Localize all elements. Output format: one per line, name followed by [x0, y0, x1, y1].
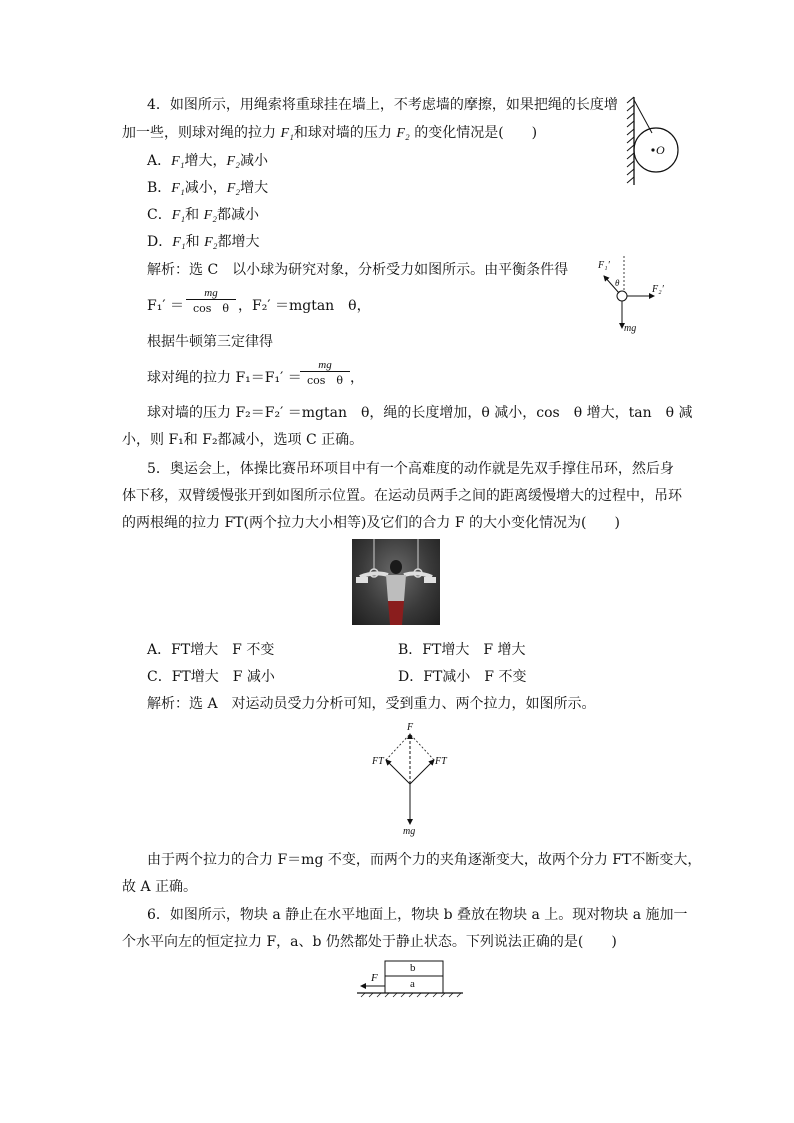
wall-hatch [627, 97, 634, 185]
option-text: 都增大 [217, 234, 260, 250]
ft-right-arrow [410, 760, 434, 784]
option-text: 和 [185, 234, 205, 250]
q5-f-label: F [407, 722, 414, 733]
f1-symbol: F₁ [171, 181, 185, 196]
q4-option-d [147, 232, 260, 253]
q5-ft-left-label: FT [372, 756, 384, 767]
q4-stem-text-c: 的变化情况是( ) [409, 125, 538, 141]
f2-symbol: F₂ [204, 235, 218, 250]
q4-wall-ball-figure [624, 95, 684, 187]
q5-option-b: B．FT增大 F 增大 [398, 642, 526, 658]
force-f-label: F [371, 972, 378, 984]
fraction-denominator: cos θ [306, 374, 344, 387]
q4-solution-line1: 解析：选 C 以小球为研究对象，分析受力如图所示。由平衡条件得 [147, 262, 569, 278]
fraction-denominator: cos θ [192, 302, 230, 315]
block-a-label: a [410, 978, 415, 990]
option-text: 减小 [239, 153, 268, 169]
q5-option-a: A．FT增大 F 不变 [147, 642, 275, 658]
option-text: 都减小 [217, 207, 260, 223]
q4-f2-symbol: F₂ [396, 126, 410, 141]
parallelogram-left [386, 734, 410, 760]
gymnast-silhouette [352, 539, 440, 625]
q4-fraction-1 [186, 287, 236, 316]
q6-stem-line1: 6．如图所示，物块 a 静止在水平地面上，物块 b 叠放在物块 a 上。现对物块 a 施加一 [147, 907, 688, 923]
option-label: A． [147, 153, 172, 169]
f2-symbol: F₂ [203, 208, 218, 223]
q5-solution-line2: 由于两个拉力的合力 F＝mg 不变，而两个力的夹角逐渐变大，故两个分力 FT不断变大， [147, 852, 702, 868]
q5-stem-line2: 体下移，双臂缓慢张开到如图所示位置。在运动员两手之间的距离缓慢增大的过程中，吊环 [122, 488, 682, 504]
q5-solution-line1: 解析：选 A 对运动员受力分析可知，受到重力、两个拉力，如图所示。 [147, 696, 596, 712]
q4-fraction-2 [300, 359, 350, 388]
q4-option-c [147, 205, 259, 226]
fraction-numerator: mg [186, 287, 236, 300]
fraction-numerator: mg [300, 359, 350, 372]
q6-stem-line2: 个水平向左的恒定拉力 F，a、b 仍然都处于静止状态。下列说法正确的是( ) [122, 934, 617, 950]
fbd-mg-label: mg [624, 323, 637, 334]
option-label: D． [147, 234, 173, 250]
q5-option-c: C．FT增大 F 减小 [147, 669, 275, 685]
q5-mg-label: mg [403, 826, 416, 837]
option-text: 和 [185, 207, 204, 223]
gymnast-photo [352, 539, 440, 625]
q4-option-b [147, 178, 268, 199]
q4-stem-text-b: 和球对墙的压力 [293, 125, 397, 141]
option-text: 增大 [240, 180, 269, 196]
q4-f2-prime-eq: ，F₂′ ＝mgtan θ， [238, 298, 371, 314]
f1-symbol: F₁ [171, 154, 185, 169]
fbd-f1-label: F₁′ [598, 260, 610, 271]
q4-option-a [147, 151, 268, 172]
f1-symbol: F₁ [171, 208, 186, 223]
ball-center-dot [651, 148, 654, 151]
q5-ft-right-label: FT [435, 756, 447, 767]
q5-stem-line3: 的两根绳的拉力 FT(两个拉力大小相等)及它们的合力 F 的大小变化情况为( ) [122, 515, 620, 531]
option-text: 减小， [184, 180, 227, 196]
q4-wall-force-eq: 球对墙的压力 F₂＝F₂′ ＝mgtan θ，绳的长度增加，θ 减小，cos θ 增大，tan θ 减 [147, 405, 693, 421]
fbd-f2-label: F₂′ [652, 284, 664, 295]
block-b-label: b [410, 962, 416, 974]
f2-symbol: F₂ [226, 181, 241, 196]
parallelogram-right [410, 734, 434, 760]
ft-left-arrow [386, 760, 410, 784]
q5-force-diagram [370, 720, 450, 840]
q5-solution-line3: 故 A 正确。 [122, 879, 198, 895]
q5-stem-line1: 5．奥运会上，体操比赛吊环项目中有一个高难度的动作就是先双手撑住吊环，然后身 [147, 461, 674, 477]
fbd-theta-label: θ [615, 278, 620, 288]
q4-newton-law: 根据牛顿第三定律得 [147, 334, 273, 350]
f1-symbol: F₁ [172, 235, 186, 250]
option-text: 增大， [184, 153, 227, 169]
q4-stem-text-a: 加一些，则球对绳的拉力 [122, 125, 281, 141]
rope [634, 100, 652, 133]
q4-f1-prime-eq: F₁′ ＝ [147, 298, 184, 314]
f2-symbol: F₂ [226, 154, 240, 169]
q4-rope-force-eq: 球对绳的拉力 F₁＝F₁′ ＝ [147, 370, 302, 386]
q4-conclusion: 小，则 F₁和 F₂都减小，选项 C 正确。 [122, 432, 364, 448]
ball-center-label: O [656, 143, 665, 157]
option-label: B． [147, 180, 172, 196]
q4-comma: ， [350, 370, 364, 386]
q4-stem-line1: 4．如图所示，用绳索将重球挂在墙上，不考虑墙的摩擦，如果把绳的长度增 [147, 97, 618, 113]
q4-stem-line2 [122, 123, 537, 144]
q4-f1-symbol: F₁ [280, 126, 294, 141]
option-label: C． [147, 207, 172, 223]
q5-option-d: D．FT减小 F 不变 [398, 669, 527, 685]
